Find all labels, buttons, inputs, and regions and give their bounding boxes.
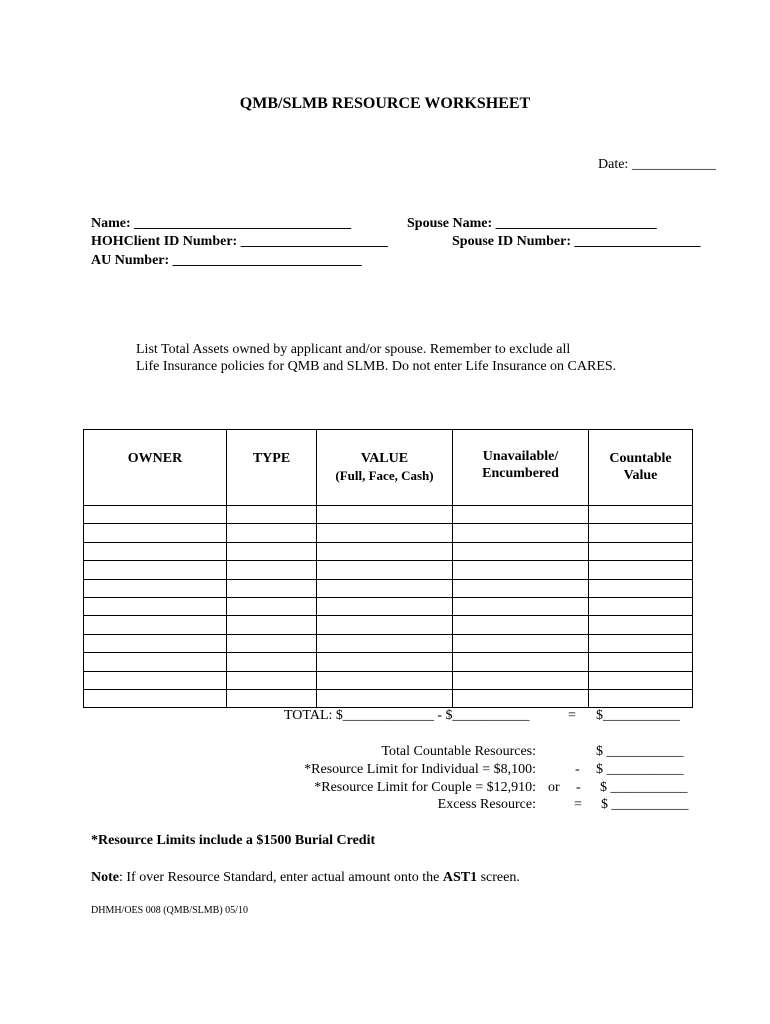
type-cell[interactable]: [227, 671, 317, 689]
table-row: [84, 579, 693, 597]
unavailable-cell[interactable]: [453, 524, 589, 542]
countable-value-cell[interactable]: [589, 671, 693, 689]
assets-table: [83, 429, 693, 708]
couple-limit-field[interactable]: $ ___________: [600, 780, 688, 795]
au-number-field[interactable]: AU Number: ___________________________: [91, 253, 362, 268]
hoh-client-id-field[interactable]: HOHClient ID Number: _____________________: [91, 234, 388, 249]
countable-value-cell[interactable]: [589, 597, 693, 615]
total-countable-resources-field[interactable]: $ ___________: [596, 744, 684, 759]
unavailable-cell[interactable]: [453, 561, 589, 579]
note-text: Note: If over Resource Standard, enter actual amount onto the AST1 screen.: [91, 870, 520, 885]
note-label: Note: [91, 870, 119, 885]
individual-limit-field[interactable]: $ ___________: [596, 762, 684, 777]
value-cell[interactable]: [317, 689, 453, 707]
value-cell[interactable]: [317, 653, 453, 671]
individual-limit-label: *Resource Limit for Individual = $8,100:: [304, 762, 536, 777]
table-row: [84, 561, 693, 579]
countable-value-cell[interactable]: [589, 561, 693, 579]
table-row: [84, 634, 693, 652]
value-cell[interactable]: [317, 634, 453, 652]
table-row: [84, 689, 693, 707]
couple-limit-op: -: [576, 780, 581, 795]
total-countable-resources-label: Total Countable Resources:: [381, 744, 536, 759]
countable-value-cell[interactable]: [589, 579, 693, 597]
table-row: [84, 542, 693, 560]
table-row: [84, 597, 693, 615]
type-cell[interactable]: [227, 653, 317, 671]
type-cell[interactable]: [227, 616, 317, 634]
couple-limit-label: *Resource Limit for Couple = $12,910:: [314, 780, 536, 795]
type-cell[interactable]: [227, 597, 317, 615]
owner-cell[interactable]: [84, 597, 227, 615]
value-subheader: (Full, Face, Cash): [335, 468, 434, 483]
value-cell[interactable]: [317, 579, 453, 597]
countable-value-cell[interactable]: [589, 634, 693, 652]
owner-cell[interactable]: [84, 542, 227, 560]
countable-value-cell[interactable]: [589, 542, 693, 560]
excess-resource-label: Excess Resource:: [437, 797, 536, 812]
value-cell[interactable]: [317, 561, 453, 579]
value-cell[interactable]: [317, 597, 453, 615]
countable-value-cell[interactable]: [589, 616, 693, 634]
unavailable-cell[interactable]: [453, 634, 589, 652]
type-cell[interactable]: [227, 579, 317, 597]
owner-cell[interactable]: [84, 671, 227, 689]
owner-header: OWNER: [84, 430, 227, 506]
unavailable-cell[interactable]: [453, 671, 589, 689]
total-line[interactable]: TOTAL: $_____________ - $___________: [284, 708, 530, 723]
owner-cell[interactable]: [84, 561, 227, 579]
owner-cell[interactable]: [84, 524, 227, 542]
owner-cell[interactable]: [84, 506, 227, 524]
spouse-name-field[interactable]: Spouse Name: _______________________: [407, 216, 657, 231]
type-cell[interactable]: [227, 689, 317, 707]
burial-credit-note: *Resource Limits include a $1500 Burial Credit: [91, 833, 376, 848]
spouse-id-field[interactable]: Spouse ID Number: __________________: [452, 234, 701, 249]
countable-value-cell[interactable]: [589, 653, 693, 671]
countable-value-cell[interactable]: [589, 524, 693, 542]
unavailable-cell[interactable]: [453, 689, 589, 707]
name-field[interactable]: Name: _______________________________: [91, 216, 352, 231]
type-cell[interactable]: [227, 634, 317, 652]
table-row: [84, 653, 693, 671]
value-cell[interactable]: [317, 524, 453, 542]
excess-resource-field[interactable]: $ ___________: [601, 797, 689, 812]
table-row: [84, 524, 693, 542]
unavailable-cell[interactable]: [453, 506, 589, 524]
table-row: [84, 671, 693, 689]
value-header: VALUE (Full, Face, Cash): [317, 430, 453, 506]
unavailable-cell[interactable]: [453, 616, 589, 634]
owner-cell[interactable]: [84, 616, 227, 634]
type-cell[interactable]: [227, 542, 317, 560]
excess-resource-op: =: [574, 797, 582, 812]
page-title: QMB/SLMB RESOURCE WORKSHEET: [239, 95, 531, 112]
owner-cell[interactable]: [84, 579, 227, 597]
value-cell[interactable]: [317, 616, 453, 634]
value-cell[interactable]: [317, 542, 453, 560]
countable-value-cell[interactable]: [589, 689, 693, 707]
countable-value-cell[interactable]: [589, 506, 693, 524]
unavailable-cell[interactable]: [453, 542, 589, 560]
countable-value-header: Countable Value: [589, 430, 693, 506]
unavailable-cell[interactable]: [453, 597, 589, 615]
ast1-screen-name: AST1: [442, 870, 478, 885]
table-row: [84, 506, 693, 524]
type-cell[interactable]: [227, 524, 317, 542]
value-cell[interactable]: [317, 506, 453, 524]
instructions-line-2: Life Insurance policies for QMB and SLMB. Do not enter Life Insurance on CARES.: [136, 359, 617, 374]
unavailable-cell[interactable]: [453, 579, 589, 597]
individual-limit-op: -: [575, 762, 580, 777]
owner-cell[interactable]: [84, 634, 227, 652]
date-field[interactable]: Date: ____________: [598, 157, 716, 172]
instructions-line-1: List Total Assets owned by applicant and/or spouse. Remember to exclude all: [136, 342, 571, 357]
type-header: TYPE: [227, 430, 317, 506]
total-result-field[interactable]: $___________: [596, 708, 680, 723]
table-row: [84, 616, 693, 634]
type-cell[interactable]: [227, 561, 317, 579]
table-header-row: [84, 430, 693, 506]
type-cell[interactable]: [227, 506, 317, 524]
value-cell[interactable]: [317, 671, 453, 689]
form-footer-code: DHMH/OES 008 (QMB/SLMB) 05/10: [91, 905, 248, 916]
unavailable-header: Unavailable/ Encumbered: [453, 430, 589, 506]
owner-cell[interactable]: [84, 653, 227, 671]
couple-limit-or: or: [548, 780, 560, 795]
total-equals: =: [568, 708, 576, 723]
owner-cell[interactable]: [84, 689, 227, 707]
unavailable-cell[interactable]: [453, 653, 589, 671]
